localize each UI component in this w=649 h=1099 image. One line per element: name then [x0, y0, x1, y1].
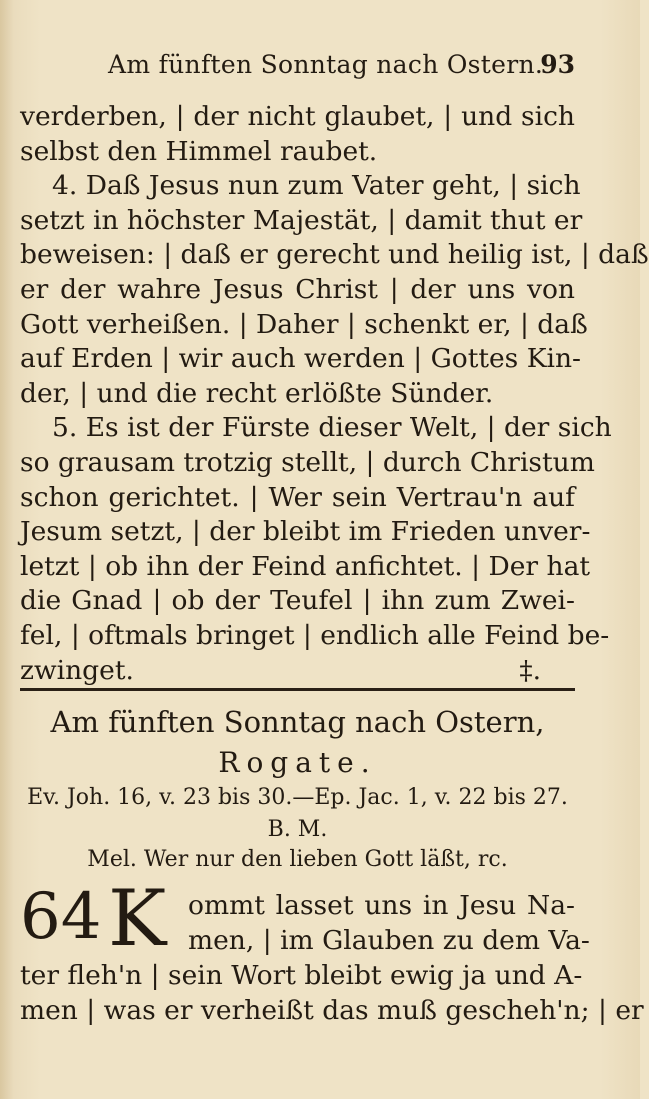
text-line: schon gerichtet. | Wer sein Vertrau'n auf: [20, 481, 575, 513]
text-line: verderben, | der nicht glaubet, | und sich: [20, 101, 575, 132]
text-line: letzt | ob ihn der Feind anfichtet. | Der hat: [20, 550, 591, 582]
text-line: fel, | oftmals bringet | endlich alle Feind be-: [20, 619, 610, 651]
text-line: auf Erden | wir auch werden | Gottes Kin-: [20, 343, 581, 375]
hymn-line: ommt lasset uns in Jesu Na-: [188, 890, 575, 921]
text-line: die Gnad | ob der Teufel | ihn zum Zwei-: [20, 585, 575, 617]
section-heading: [20, 700, 575, 876]
hymn-text-continued: [20, 100, 649, 688]
running-title: Am fünften Sonntag nach Ostern.: [108, 50, 544, 79]
text-line: er der wahre Jesus Christ | der uns von: [20, 273, 575, 305]
stanza-4-start: 4. Daß Jesus nun zum Vater geht, | sich: [52, 170, 581, 202]
final-text-line: [20, 654, 575, 689]
text-line: Gott verheißen. | Daher | schenkt er, | daß: [20, 308, 588, 340]
text-line: Jesum setzt, | der bleibt im Frieden unver-: [20, 516, 591, 548]
stanza-5-start: 5. Es ist der Fürste dieser Welt, | der sich: [52, 412, 612, 444]
hymn-number: 64: [20, 880, 102, 954]
page-number: 93: [540, 50, 575, 79]
hymn-abbreviation: B. M.: [267, 817, 328, 842]
text-line: so grausam trotzig stellt, | durch Christum: [20, 446, 595, 478]
hymn-line: men | was er verheißt das muß gescheh'n; | er: [20, 995, 644, 1026]
text-line: beweisen: | daß er gerecht und heilig ist, | daß: [20, 239, 649, 271]
scripture-readings: Ev. Joh. 16, v. 23 bis 30.—Ep. Jac. 1, v. 22 bis 27.: [27, 785, 568, 810]
hymn-line: men, | im Glauben zu dem Va-: [188, 925, 590, 956]
text-line: selbst den Himmel raubet.: [20, 135, 378, 167]
drop-cap-initial: K: [108, 874, 167, 964]
text-line: setzt in höchster Majestät, | damit thut er: [20, 204, 583, 236]
hymn-line: ter fleh'n | sein Wort bleibt ewig ja und A-: [20, 960, 583, 991]
hymn-64: [20, 874, 644, 1028]
section-subtitle: Rogate.: [218, 746, 377, 779]
section-title: Am fünften Sonntag nach Ostern,: [50, 705, 545, 739]
melody-reference: Mel. Wer nur den lieben Gott läßt, rc.: [87, 847, 508, 872]
text-line-end: zwinget.: [20, 654, 134, 686]
section-divider: [20, 688, 575, 691]
end-cross-mark: ‡.: [519, 654, 541, 686]
text-line: der, | und die recht erlößte Sünder.: [20, 377, 494, 409]
page-header: [20, 50, 575, 86]
